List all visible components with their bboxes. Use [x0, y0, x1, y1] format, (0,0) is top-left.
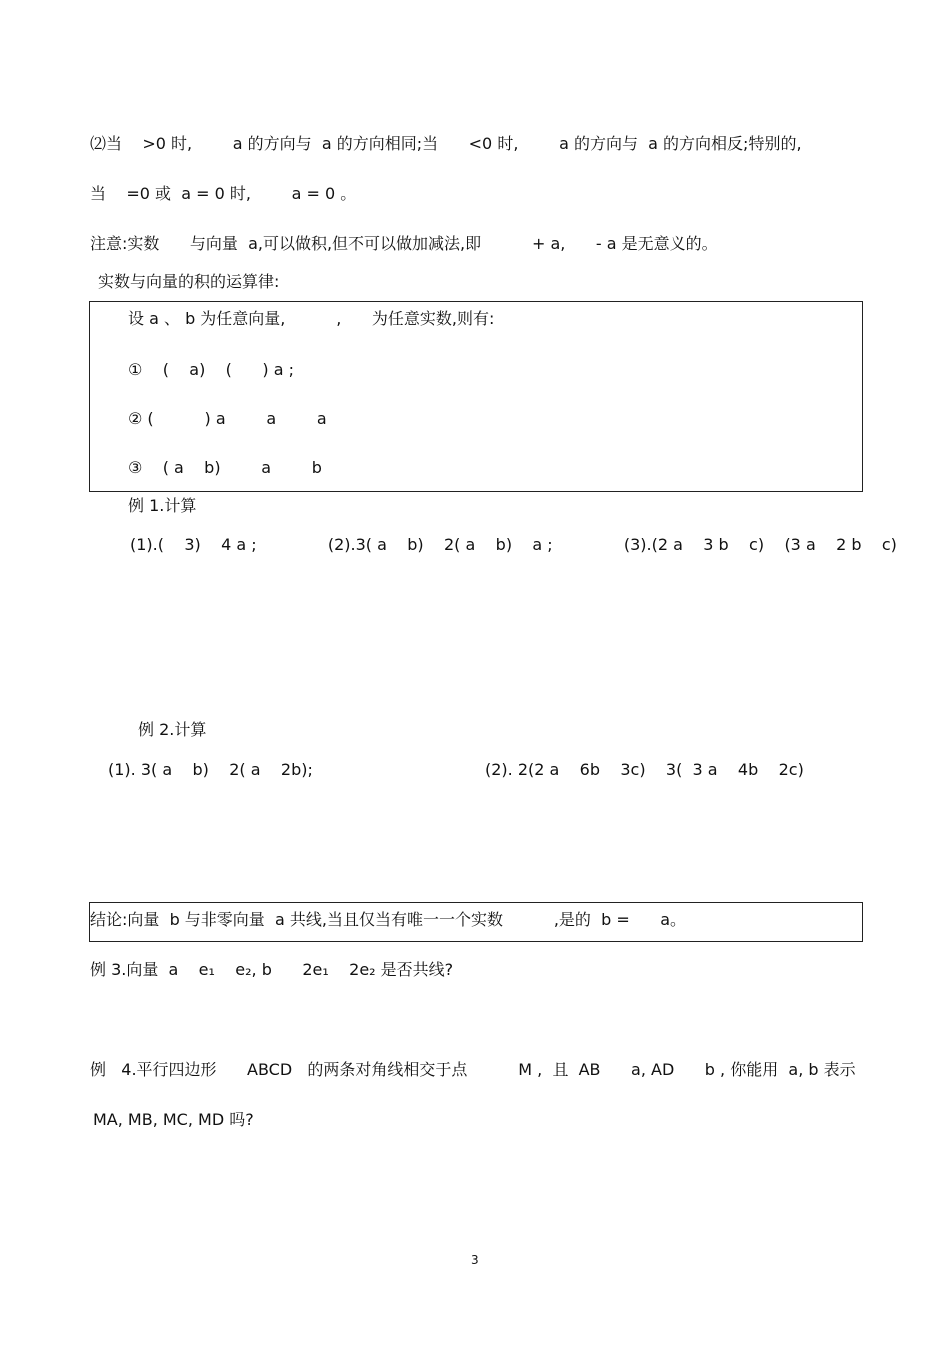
property-line-1: ⑵当 >0 时, a 的方向与 a 的方向相同;当 <0 时, a 的方向与 a 的方向相反;特别的, [90, 134, 802, 153]
example-3: 例 3.向量 a e₁ e₂, b 2e₁ 2e₂ 是否共线? [90, 960, 454, 979]
law-1: ① ( a) ( ) a ; [128, 360, 295, 379]
law-3: ③ ( a b) a b [128, 458, 322, 477]
example-1-title: 例 1.计算 [128, 496, 197, 515]
laws-intro: 设 a 、 b 为任意向量, , 为任意实数,则有: [128, 309, 495, 328]
section-heading: 实数与向量的积的运算律: [98, 272, 280, 291]
example-4-line-1: 例 4.平行四边形 ABCD 的两条对角线相交于点 M , 且 AB a, AD b , 你能用 a, b 表示 [90, 1060, 856, 1079]
example-1-body: (1).( 3) 4 a ; (2).3( a b) 2( a b) a ; (3).(2 a 3 b c) (3 a 2 b c) [130, 535, 897, 554]
page-number: 3 [471, 1253, 479, 1267]
example-2-part-2: (2). 2(2 a 6b 3c) 3( 3 a 4b 2c) [485, 760, 804, 779]
example-2-part-1: (1). 3( a b) 2( a 2b); [108, 760, 313, 779]
law-2: ② ( ) a a a [128, 409, 327, 428]
example-2-title: 例 2.计算 [138, 720, 207, 739]
note-line: 注意:实数 与向量 a,可以做积,但不可以做加减法,即 + a, - a 是无意义的。 [90, 234, 718, 253]
property-line-2: 当 =0 或 a = 0 时, a = 0 。 [90, 184, 357, 203]
conclusion-text: 结论:向量 b 与非零向量 a 共线,当且仅当有唯一一个实数 ,是的 b = a。 [90, 910, 687, 929]
example-4-line-2: MA, MB, MC, MD 吗? [93, 1110, 254, 1129]
